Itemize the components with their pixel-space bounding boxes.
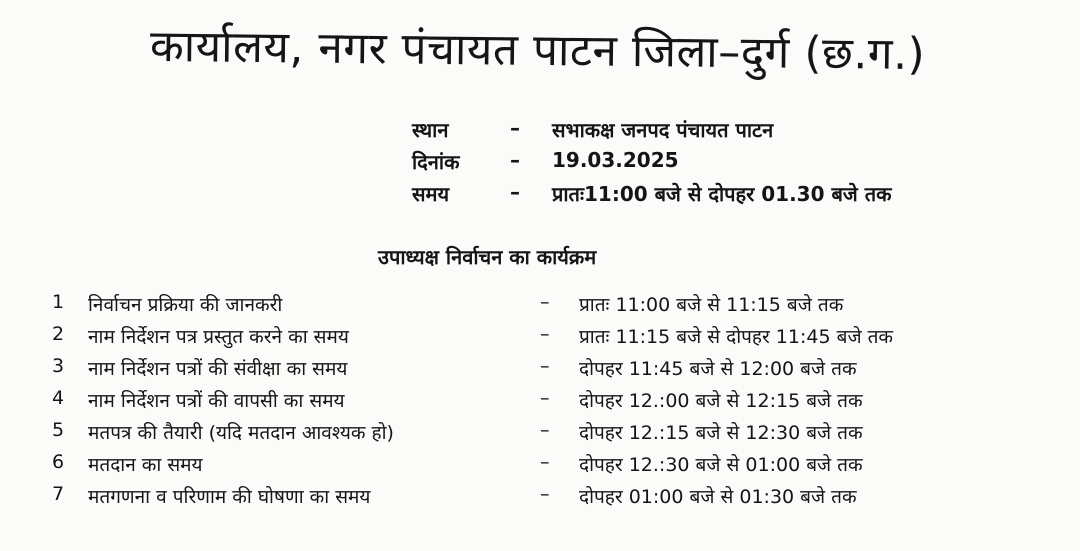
- item-time: प्रातः 11:00 बजे से 11:15 बजे तक: [579, 294, 844, 316]
- schedule-item: [52, 291, 1062, 323]
- item-time: दोपहर 12.:30 बजे से 01:00 बजे तक: [579, 454, 863, 476]
- item-dash: –: [540, 451, 550, 473]
- item-label: मतपत्र की तैयारी (यदि मतदान आवश्यक हो): [88, 422, 394, 444]
- item-number: 4: [52, 387, 65, 409]
- schedule-item: [52, 355, 1062, 387]
- office-title: कार्यालय, नगर पंचायत पाटन जिला–दुर्ग (छ.ग.): [149, 20, 926, 81]
- date-value: 19.03.2025: [552, 148, 679, 172]
- item-time: दोपहर 01:00 बजे से 01:30 बजे तक: [579, 486, 857, 508]
- item-number: 1: [52, 291, 65, 313]
- date-dash: –: [510, 148, 520, 172]
- venue-value: सभाकक्ष जनपद पंचायत पाटन: [552, 118, 774, 142]
- item-dash: –: [540, 387, 550, 409]
- item-dash: –: [540, 483, 550, 505]
- item-dash: –: [540, 419, 550, 441]
- schedule-item: [52, 451, 1062, 483]
- schedule-item: [52, 483, 1062, 515]
- item-dash: –: [540, 323, 550, 345]
- item-label: मतदान का समय: [88, 454, 203, 476]
- date-label: दिनांक: [412, 150, 460, 174]
- schedule-list: [52, 291, 1062, 515]
- item-number: 5: [52, 419, 65, 441]
- item-dash: –: [540, 355, 550, 377]
- venue-dash: –: [510, 116, 520, 140]
- item-label: मतगणना व परिणाम की घोषणा का समय: [88, 486, 371, 508]
- item-number: 2: [52, 323, 65, 345]
- venue-label: स्थान: [412, 118, 449, 142]
- item-label: नाम निर्देशन पत्रों की वापसी का समय: [88, 390, 345, 412]
- item-number: 6: [52, 451, 65, 473]
- item-time: दोपहर 12.:00 बजे से 12:15 बजे तक: [579, 390, 863, 412]
- item-dash: –: [540, 291, 550, 313]
- time-dash: –: [510, 180, 520, 204]
- item-label: नाम निर्देशन पत्र प्रस्तुत करने का समय: [88, 326, 349, 348]
- item-number: 3: [52, 355, 65, 377]
- time-label: समय: [412, 182, 450, 206]
- item-label: निर्वाचन प्रक्रिया की जानकरी: [88, 294, 283, 316]
- time-value: प्रातः11:00 बजे से दोपहर 01.30 बजे तक: [552, 182, 892, 206]
- schedule-item: [52, 387, 1062, 419]
- schedule-item: [52, 419, 1062, 451]
- item-label: नाम निर्देशन पत्रों की संवीक्षा का समय: [88, 358, 348, 380]
- item-time: दोपहर 11:45 बजे से 12:00 बजे तक: [579, 358, 857, 380]
- item-number: 7: [52, 483, 65, 505]
- program-heading: उपाध्यक्ष निर्वाचन का कार्यक्रम: [378, 245, 597, 269]
- item-time: दोपहर 12.:15 बजे से 12:30 बजे तक: [579, 422, 863, 444]
- item-time: प्रातः 11:15 बजे से दोपहर 11:45 बजे तक: [579, 326, 894, 348]
- schedule-item: [52, 323, 1062, 355]
